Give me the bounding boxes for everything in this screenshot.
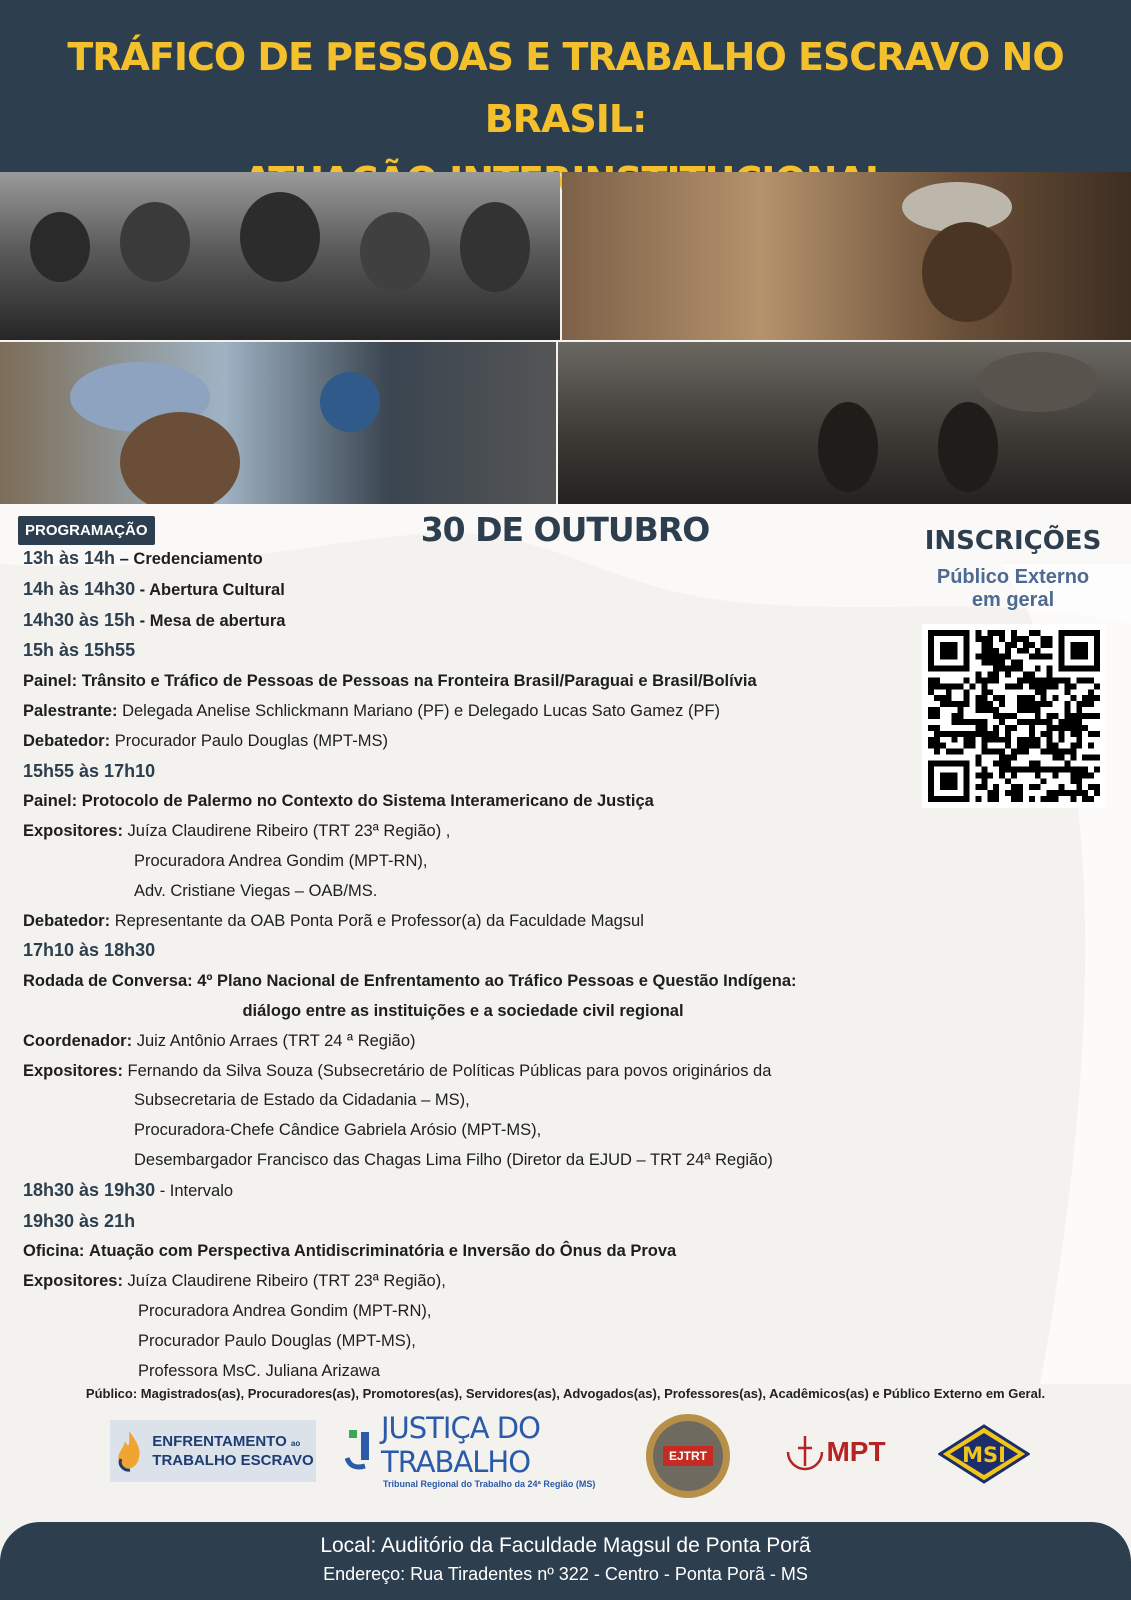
exhibitor-line: Adv. Cristiane Viegas – OAB/MS. xyxy=(134,881,378,900)
session-time: 17h10 às 18h30 xyxy=(23,940,156,961)
exhibitor-line: Professora MsC. Juliana Arizawa xyxy=(138,1361,381,1380)
exhibitor-line: Desembargador Francisco das Chagas Lima Filho (Diretor da EJUD – TRT 24ª Região) xyxy=(134,1150,773,1169)
panel-line: Rodada de Conversa: 4º Plano Nacional de Enfrentamento ao Tráfico Pessoas e Questão Indígena: xyxy=(23,972,797,991)
logo-enfrentamento-trabalho-escravo: ENFRENTAMENTO ao TRABALHO ESCRAVO xyxy=(110,1420,316,1482)
logo-ejtrt: EJTRT xyxy=(646,1414,730,1498)
registration-line-2: em geral xyxy=(971,589,1055,611)
exhibitors-line: Expositores: Juíza Claudirene Ribeiro (TRT 23ª Região) , xyxy=(23,822,451,841)
item-title: Credenciamento xyxy=(133,550,263,568)
event-title-line-1: TRÁFICO DE PESSOAS E TRABALHO ESCRAVO NO BRASIL: xyxy=(67,35,1064,141)
schedule-item: 14h30 às 15h - Mesa de abertura xyxy=(23,609,286,630)
program-tag: PROGRAMAÇÃO xyxy=(18,516,155,545)
content-area xyxy=(0,504,1131,1600)
photo-workers-walking xyxy=(0,342,556,504)
coordinator-line: Coordenador: Juiz Antônio Arraes (TRT 24 ª Região) xyxy=(23,1031,416,1050)
msi-diamond-icon xyxy=(938,1424,1030,1484)
speaker-line: Palestrante: Delegada Anelise Schlickmann Mariano (PF) e Delegado Lucas Sato Gamez (PF) xyxy=(23,701,721,720)
session-time: 19h30 às 21h xyxy=(23,1210,136,1231)
item-time: 14h30 às 15h xyxy=(23,609,136,630)
svg-text:MSI: MSI xyxy=(962,1443,1006,1467)
justice-mark-icon xyxy=(345,1428,377,1472)
registration-qr-code[interactable] xyxy=(922,624,1106,808)
logo-mpt: MPT xyxy=(770,1432,900,1472)
exhibitor-line: Subsecretaria de Estado da Cidadania – MS), xyxy=(134,1091,470,1110)
debater-line: Debatedor: Representante da OAB Ponta Porã e Professor(a) da Faculdade Magsul xyxy=(23,911,644,930)
location-line: Local: Auditório da Faculdade Magsul de Ponta Porã xyxy=(320,1534,811,1557)
footer-location xyxy=(0,1522,1131,1600)
session-time: 15h55 às 17h10 xyxy=(23,760,156,781)
photo-smoke-field xyxy=(558,342,1131,504)
registration-title: INSCRIÇÕES xyxy=(924,526,1102,556)
exhibitor-line: Procuradora Andrea Gondim (MPT-RN), xyxy=(138,1301,432,1320)
panel-line-2: diálogo entre as instituições e a sociedade civil regional xyxy=(242,1001,684,1020)
schedule-item: 18h30 às 19h30 - Intervalo xyxy=(23,1179,234,1200)
header-banner xyxy=(0,0,1131,172)
exhibitor-line: Procuradora Andrea Gondim (MPT-RN), xyxy=(134,851,428,870)
audience-note: Público: Magistrados(as), Procuradores(as), Promotores(as), Servidores(as), Advogados(as), Professores(as), Acadêmicos(as) e Público Externo em Geral. xyxy=(85,1386,1046,1401)
photo-sugarcane-worker xyxy=(562,172,1131,340)
sponsor-logos xyxy=(0,1408,1131,1498)
logo-justica-do-trabalho: JUSTIÇA DO TRABALHO Tribunal Regional do Trabalho da 24ª Região (MS) xyxy=(345,1422,615,1478)
debater-line: Debatedor: Procurador Paulo Douglas (MPT-MS) xyxy=(23,731,388,750)
exhibitors-line: Expositores: Juíza Claudirene Ribeiro (TRT 23ª Região), xyxy=(23,1272,446,1291)
exhibitors-line: Expositores: Fernando da Silva Souza (Subsecretário de Políticas Públicas para povos originários da xyxy=(23,1061,772,1080)
qr-code-icon xyxy=(928,630,1100,802)
panel-line: Painel: Trânsito e Tráfico de Pessoas de Pessoas na Fronteira Brasil/Paraguai e Brasil/Bolívia xyxy=(23,672,757,691)
registration-line-1: Público Externo xyxy=(936,566,1090,588)
panel-line: Painel: Protocolo de Palermo no Contexto do Sistema Interamericano de Justiça xyxy=(23,792,654,811)
logo-msi xyxy=(938,1424,1030,1484)
item-title: Mesa de abertura xyxy=(149,611,286,630)
registration-block xyxy=(905,526,1121,612)
photo-crowd xyxy=(0,172,560,340)
event-date: 30 DE OUTUBRO xyxy=(420,510,710,549)
mpt-emblem-icon xyxy=(784,1432,826,1472)
item-time: 14h às 14h30 xyxy=(23,578,136,599)
address-line: Endereço: Rua Tiradentes nº 322 - Centro - Ponta Porã - MS xyxy=(323,1564,808,1584)
exhibitor-line: Procurador Paulo Douglas (MPT-MS), xyxy=(138,1331,416,1350)
item-time: 13h às 14h xyxy=(23,548,116,568)
panel-line: Oficina: Atuação com Perspectiva Antidiscriminatória e Inversão do Ônus da Prova xyxy=(23,1242,677,1261)
schedule xyxy=(23,544,903,1386)
item-title: Abertura Cultural xyxy=(149,580,285,599)
flame-icon xyxy=(112,1429,146,1473)
schedule-item: 13h às 14h – Credenciamento xyxy=(23,548,263,568)
session-time: 15h às 15h55 xyxy=(23,640,136,661)
schedule-item: 14h às 14h30 - Abertura Cultural xyxy=(23,578,285,599)
photo-collage xyxy=(0,172,1131,504)
exhibitor-line: Procuradora-Chefe Cândice Gabriela Arósio (MPT-MS), xyxy=(134,1121,542,1140)
